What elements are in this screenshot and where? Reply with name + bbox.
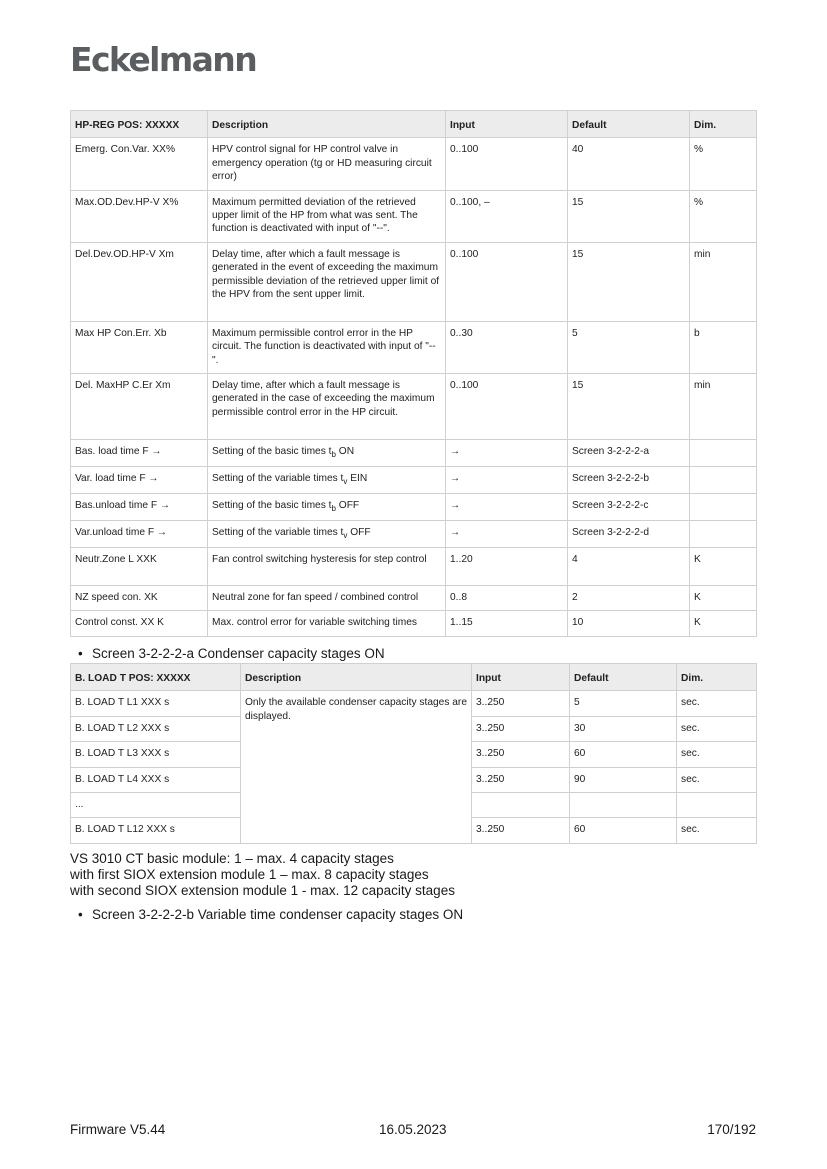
- table-row: [71, 467, 757, 494]
- input-cell: 0..100: [446, 242, 568, 321]
- column-header: Dim.: [690, 111, 757, 138]
- param-cell: NZ speed con. XK: [71, 586, 208, 611]
- param-cell: Max.OD.Dev.HP-V X%: [71, 190, 208, 242]
- column-header: Dim.: [677, 664, 757, 691]
- dim-cell: [677, 793, 757, 818]
- default-cell: 4: [568, 548, 690, 586]
- column-header: Description: [241, 664, 472, 691]
- description-text: Setting of the variable times t: [212, 527, 344, 539]
- footer-date: 16.05.2023: [379, 1122, 447, 1137]
- param-cell: Control const. XX K: [71, 611, 208, 636]
- param-cell: Var.unload time F →: [71, 521, 208, 548]
- bullet-dot: •: [78, 646, 83, 661]
- note-line: VS 3010 CT basic module: 1 – max. 4 capacity stages: [70, 851, 394, 866]
- description-text: ON: [335, 446, 355, 458]
- bullet-screen-b: [78, 907, 463, 923]
- table-row: [71, 691, 757, 716]
- default-cell: 10: [568, 611, 690, 636]
- input-cell: 3..250: [472, 742, 570, 767]
- dim-cell: K: [690, 586, 757, 611]
- hp-reg-parameter-table: [70, 110, 757, 637]
- description-cell: [208, 494, 446, 521]
- table-row: [71, 611, 757, 636]
- table-row: [71, 548, 757, 586]
- default-cell: 90: [570, 767, 677, 792]
- input-cell: 3..250: [472, 767, 570, 792]
- table-row: [71, 494, 757, 521]
- param-cell: Bas.unload time F →: [71, 494, 208, 521]
- subscript: v: [343, 531, 348, 541]
- bullet-dot: •: [78, 907, 83, 922]
- bullet-screen-a: [78, 646, 385, 662]
- note-line: with second SIOX extension module 1 - max. 12 capacity stages: [70, 883, 455, 898]
- param-cell: B. LOAD T L2 XXX s: [71, 716, 241, 741]
- table-row: [71, 190, 757, 242]
- table-row: [71, 440, 757, 467]
- dim-cell: min: [690, 242, 757, 321]
- param-cell: Emerg. Con.Var. XX%: [71, 138, 208, 190]
- default-cell: 2: [568, 586, 690, 611]
- column-header: Input: [446, 111, 568, 138]
- input-cell: 0..30: [446, 321, 568, 373]
- column-header: HP-REG POS: XXXXX: [71, 111, 208, 138]
- default-cell: 60: [570, 742, 677, 767]
- param-cell: Del. MaxHP C.Er Xm: [71, 374, 208, 440]
- input-cell: →: [446, 440, 568, 467]
- param-cell: Var. load time F →: [71, 467, 208, 494]
- description-text: EIN: [347, 473, 368, 485]
- column-header: Input: [472, 664, 570, 691]
- dim-cell: b: [690, 321, 757, 373]
- param-cell: Bas. load time F →: [71, 440, 208, 467]
- table-row: [71, 521, 757, 548]
- input-cell: 0..8: [446, 586, 568, 611]
- default-cell: [570, 793, 677, 818]
- dim-cell: [690, 440, 757, 467]
- default-cell: 5: [568, 321, 690, 373]
- description-cell: HPV control signal for HP control valve in emergency operation (tg or HD measuring circuit error): [208, 138, 446, 190]
- description-cell: [208, 521, 446, 548]
- input-cell: →: [446, 494, 568, 521]
- note-line: with first SIOX extension module 1 – max. 8 capacity stages: [70, 867, 429, 882]
- column-header: Default: [570, 664, 677, 691]
- input-cell: 0..100: [446, 374, 568, 440]
- description-cell: Delay time, after which a fault message is generated in the case of exceeding the maximum permissible control error in the HP circuit.: [208, 374, 446, 440]
- table-header-row: [71, 664, 757, 691]
- description-cell: [208, 467, 446, 494]
- default-cell: 40: [568, 138, 690, 190]
- input-cell: 1..15: [446, 611, 568, 636]
- default-cell: Screen 3-2-2-2-b: [568, 467, 690, 494]
- default-cell: 15: [568, 374, 690, 440]
- column-header: B. LOAD T POS: XXXXX: [71, 664, 241, 691]
- param-cell: Max HP Con.Err. Xb: [71, 321, 208, 373]
- subscript: v: [343, 477, 348, 487]
- description-text: OFF: [335, 500, 360, 512]
- default-cell: 30: [570, 716, 677, 741]
- dim-cell: sec.: [677, 691, 757, 716]
- input-cell: 3..250: [472, 818, 570, 843]
- dim-cell: sec.: [677, 716, 757, 741]
- param-cell: B. LOAD T L12 XXX s: [71, 818, 241, 843]
- param-cell: B. LOAD T L4 XXX s: [71, 767, 241, 792]
- default-cell: 60: [570, 818, 677, 843]
- default-cell: 15: [568, 242, 690, 321]
- table-row: [71, 321, 757, 373]
- bullet-text: Screen 3-2-2-2-a Condenser capacity stages ON: [92, 646, 385, 661]
- module-notes: [70, 851, 455, 899]
- description-cell: Delay time, after which a fault message is generated in the event of exceeding the maximum permissible deviation of the retrieved upper limit of the HPV from the sent upper limit.: [208, 242, 446, 321]
- table-row: [71, 374, 757, 440]
- description-text: Setting of the variable times t: [212, 473, 344, 485]
- table-row: [71, 586, 757, 611]
- dim-cell: [690, 521, 757, 548]
- dim-cell: [690, 467, 757, 494]
- description-cell: Neutral zone for fan speed / combined control: [208, 586, 446, 611]
- input-cell: →: [446, 467, 568, 494]
- table-row: [71, 242, 757, 321]
- column-header: Description: [208, 111, 446, 138]
- input-cell: 0..100: [446, 138, 568, 190]
- param-cell: B. LOAD T L3 XXX s: [71, 742, 241, 767]
- column-header: Default: [568, 111, 690, 138]
- param-cell: Del.Dev.OD.HP-V Xm: [71, 242, 208, 321]
- input-cell: →: [446, 521, 568, 548]
- eckelmann-logo: Eckelmann: [70, 40, 257, 79]
- table-header-row: [71, 111, 757, 138]
- subscript: b: [331, 450, 336, 460]
- description-cell: Only the available condenser capacity stages are displayed.: [241, 691, 472, 843]
- input-cell: 3..250: [472, 716, 570, 741]
- description-cell: Fan control switching hysteresis for step control: [208, 548, 446, 586]
- description-cell: [208, 440, 446, 467]
- description-cell: Maximum permissible control error in the HP circuit. The function is deactivated with input of "--".: [208, 321, 446, 373]
- bullet-text: Screen 3-2-2-2-b Variable time condenser capacity stages ON: [92, 907, 464, 922]
- description-text: OFF: [347, 527, 371, 539]
- default-cell: Screen 3-2-2-2-c: [568, 494, 690, 521]
- dim-cell: %: [690, 190, 757, 242]
- dim-cell: sec.: [677, 818, 757, 843]
- dim-cell: sec.: [677, 767, 757, 792]
- description-cell: Maximum permitted deviation of the retrieved upper limit of the HP from what was sent. The function is deactivated with input of "--".: [208, 190, 446, 242]
- footer-firmware: Firmware V5.44: [70, 1122, 166, 1137]
- description-cell: Max. control error for variable switching times: [208, 611, 446, 636]
- table-row: [71, 138, 757, 190]
- param-cell: ...: [71, 793, 241, 818]
- param-cell: B. LOAD T L1 XXX s: [71, 691, 241, 716]
- dim-cell: %: [690, 138, 757, 190]
- param-cell: Neutr.Zone L XXK: [71, 548, 208, 586]
- default-cell: Screen 3-2-2-2-d: [568, 521, 690, 548]
- description-text: Setting of the basic times t: [212, 446, 332, 458]
- dim-cell: sec.: [677, 742, 757, 767]
- input-cell: [472, 793, 570, 818]
- subscript: b: [331, 504, 336, 514]
- footer-page-number: 170/192: [707, 1122, 756, 1137]
- default-cell: 5: [570, 691, 677, 716]
- dim-cell: [690, 494, 757, 521]
- default-cell: 15: [568, 190, 690, 242]
- description-text: Setting of the basic times t: [212, 500, 332, 512]
- b-load-t-parameter-table: [70, 663, 757, 844]
- dim-cell: K: [690, 611, 757, 636]
- default-cell: Screen 3-2-2-2-a: [568, 440, 690, 467]
- input-cell: 1..20: [446, 548, 568, 586]
- dim-cell: min: [690, 374, 757, 440]
- input-cell: 3..250: [472, 691, 570, 716]
- dim-cell: K: [690, 548, 757, 586]
- input-cell: 0..100, –: [446, 190, 568, 242]
